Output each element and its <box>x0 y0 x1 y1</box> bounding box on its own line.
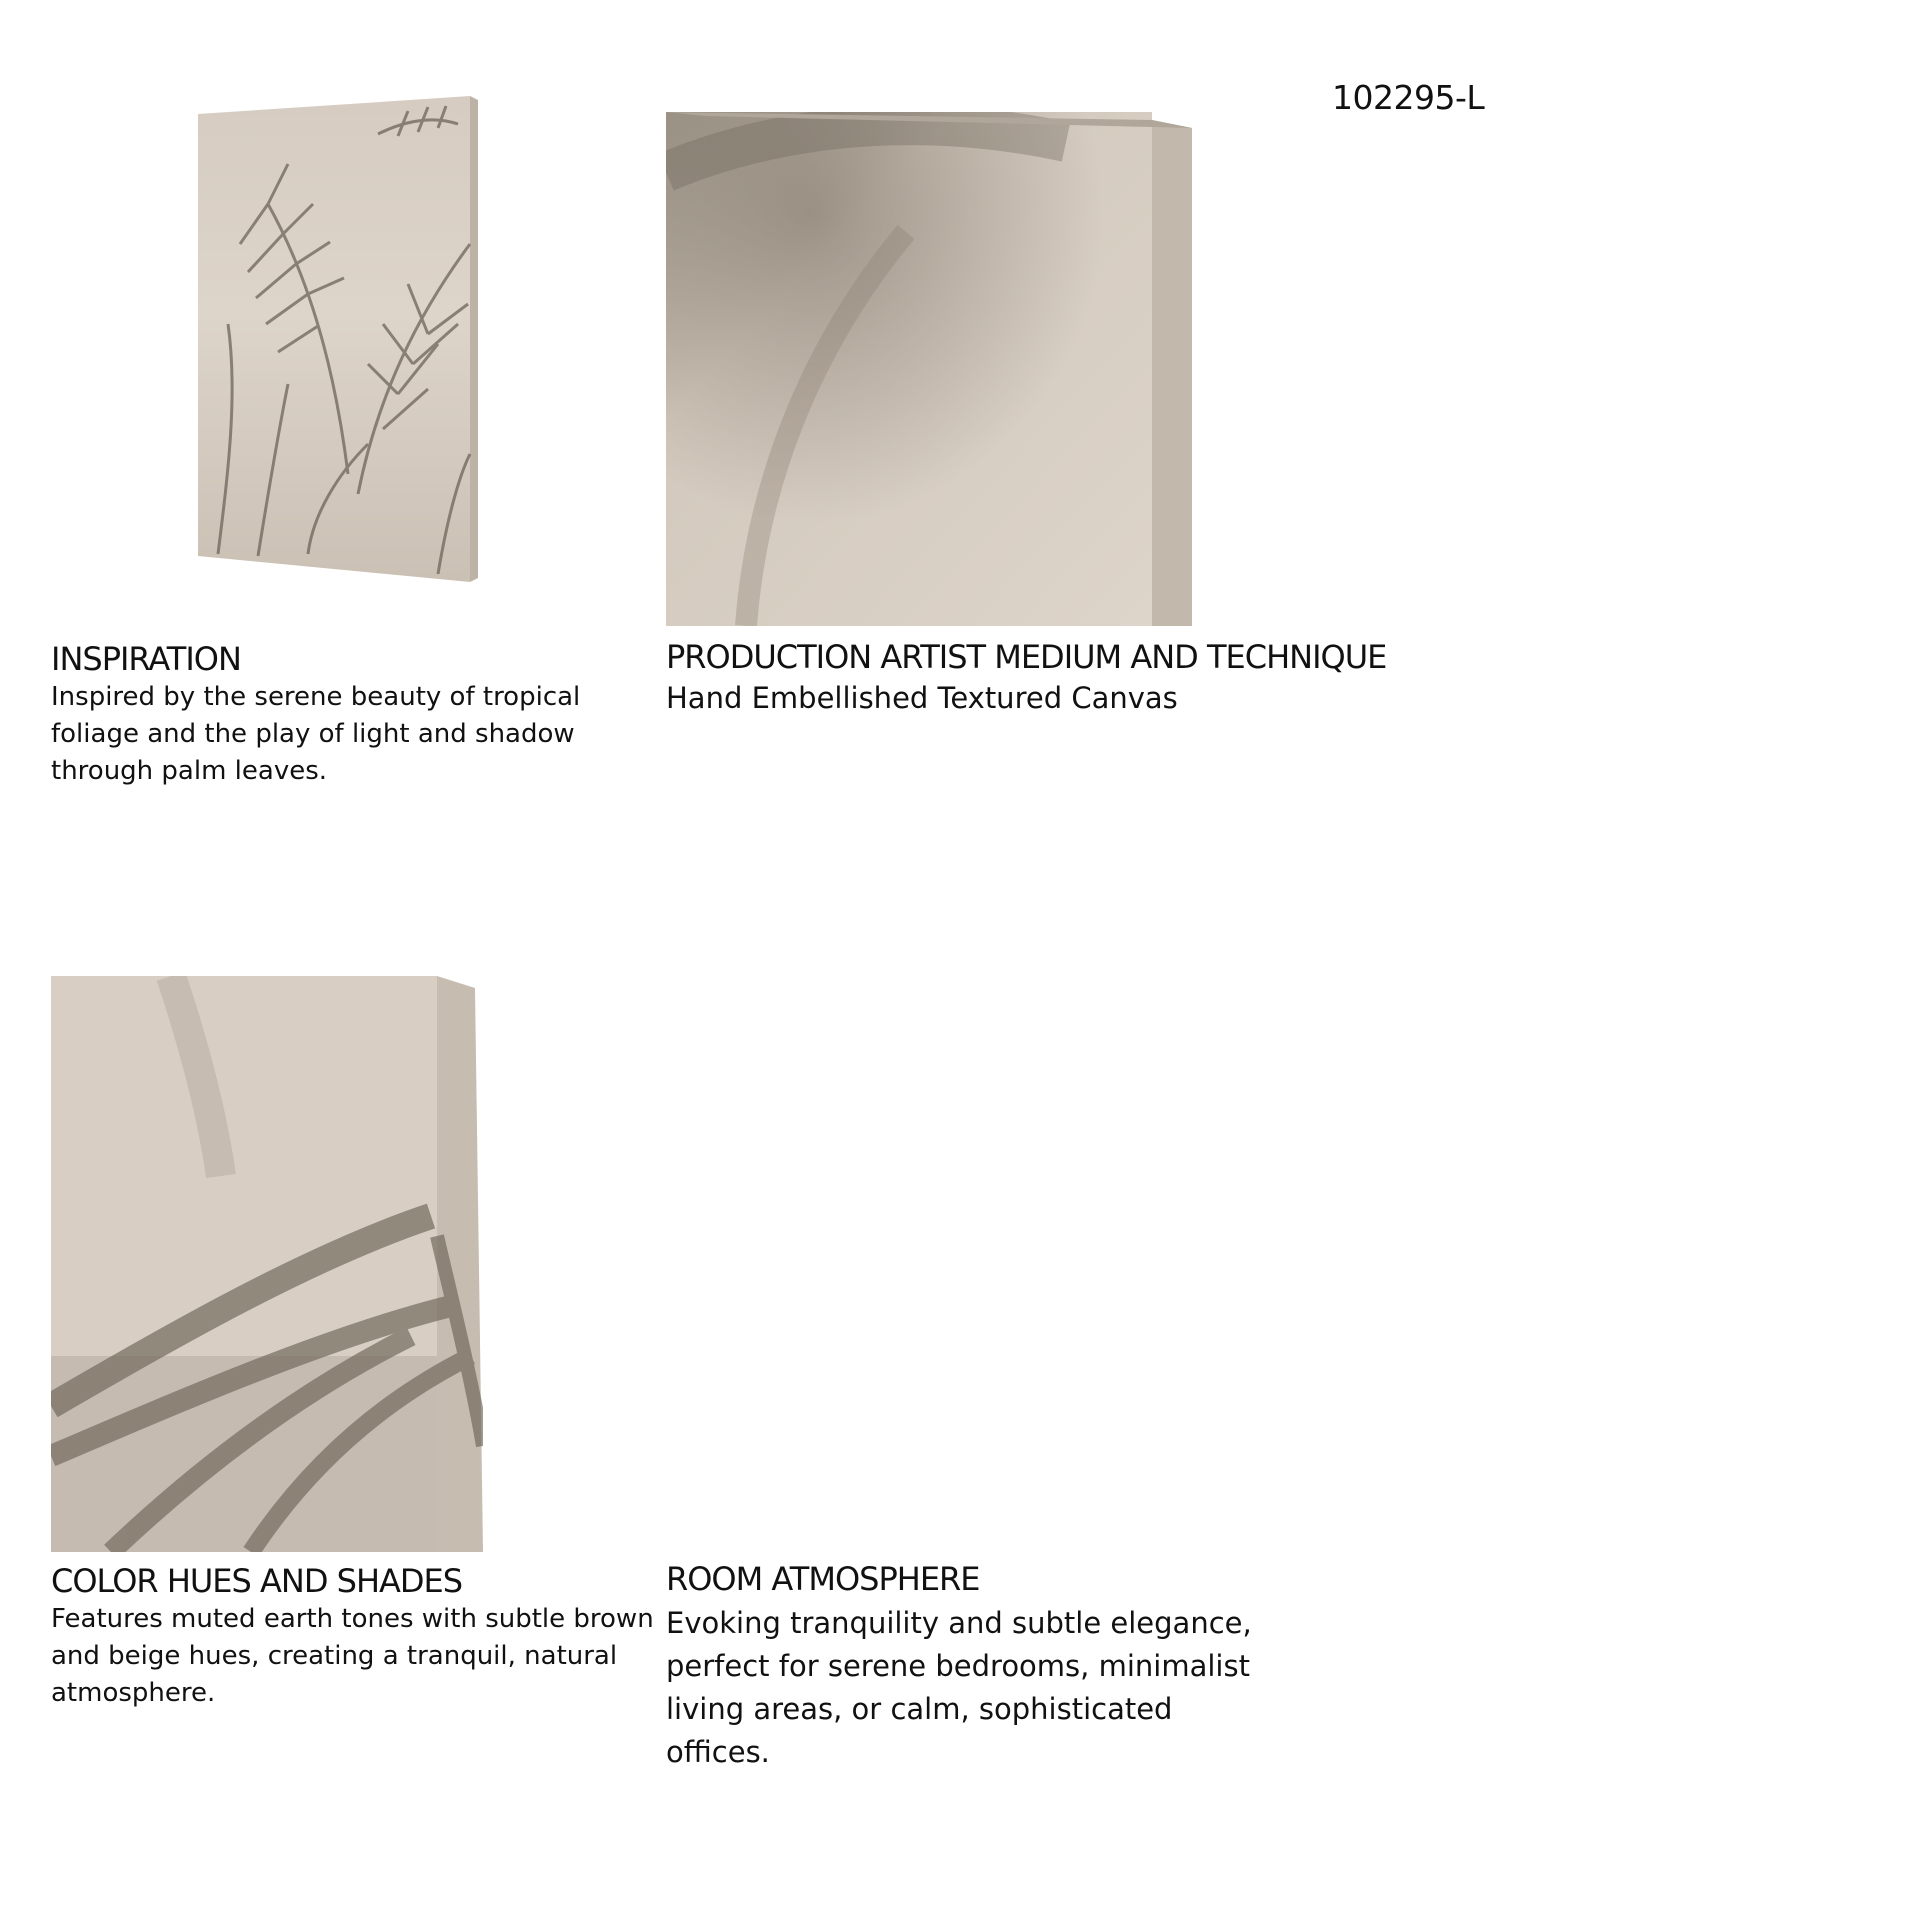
production-title: PRODUCTION ARTIST MEDIUM AND TECHNIQUE <box>666 638 1387 676</box>
canvas-side-edge-detail-image <box>51 976 483 1552</box>
canvas-top-corner-detail-image <box>666 112 1192 626</box>
color-hues-line: atmosphere. <box>51 1678 216 1708</box>
product-code: 102295-L <box>1332 78 1485 117</box>
room-atmosphere-line: Evoking tranquility and subtle elegance, <box>666 1606 1252 1640</box>
inspiration-line: Inspired by the serene beauty of tropical <box>51 682 581 712</box>
room-atmosphere-text <box>666 1602 1252 1774</box>
room-atmosphere-line: living areas, or calm, sophisticated <box>666 1692 1173 1726</box>
room-atmosphere-line: perfect for serene bedrooms, minimalist <box>666 1649 1250 1683</box>
inspiration-line: through palm leaves. <box>51 756 328 786</box>
color-hues-line: and beige hues, creating a tranquil, natural <box>51 1641 618 1671</box>
room-atmosphere-title: ROOM ATMOSPHERE <box>666 1560 980 1598</box>
canvas-full-view-image <box>198 94 480 584</box>
color-hues-text <box>51 1601 654 1712</box>
inspiration-title: INSPIRATION <box>51 640 241 678</box>
color-hues-title: COLOR HUES AND SHADES <box>51 1562 463 1600</box>
inspiration-line: foliage and the play of light and shadow <box>51 719 575 749</box>
inspiration-text <box>51 679 580 790</box>
color-hues-line: Features muted earth tones with subtle brown <box>51 1604 654 1634</box>
production-line: Hand Embellished Textured Canvas <box>666 681 1178 715</box>
production-text <box>666 680 1178 717</box>
room-atmosphere-line: offices. <box>666 1735 770 1769</box>
